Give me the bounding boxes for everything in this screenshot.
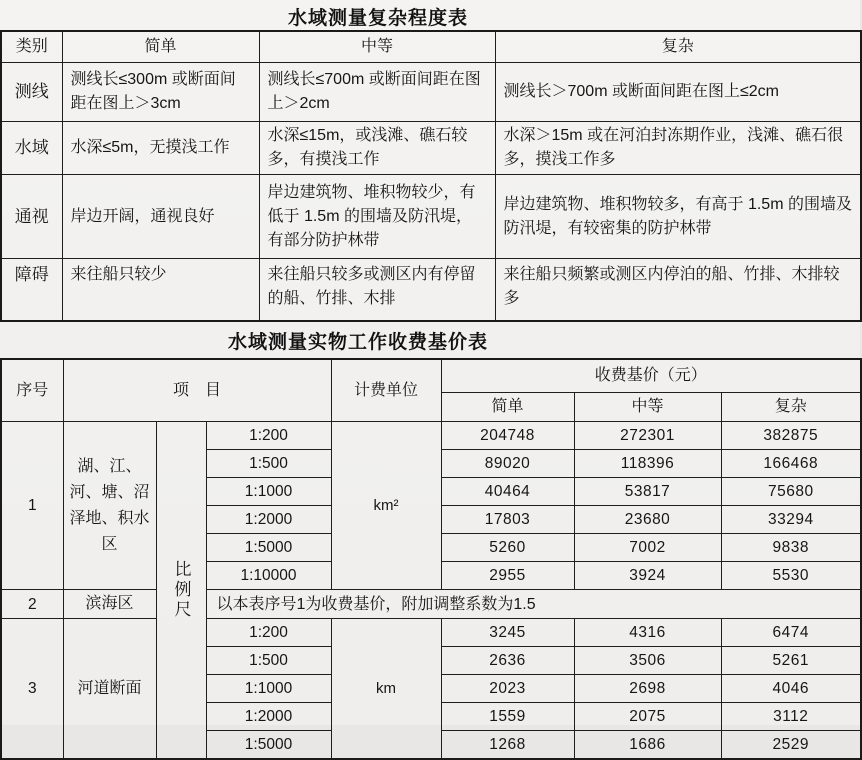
row-survey-line bbox=[1, 63, 861, 122]
scale-label-cell: 比例尺 bbox=[156, 422, 206, 760]
price-complex: 382875 bbox=[721, 422, 861, 450]
price-medium: 7002 bbox=[574, 534, 721, 562]
price-complex: 9838 bbox=[721, 534, 861, 562]
fee-row bbox=[1, 422, 861, 450]
scale-cell: 1:500 bbox=[206, 450, 331, 478]
cell-medium: 测线长≤700m 或断面间距在图上＞2cm bbox=[259, 63, 495, 122]
area-cell: 滨海区 bbox=[63, 590, 156, 619]
fee-header-row-1 bbox=[1, 359, 861, 393]
price-simple: 40464 bbox=[441, 478, 574, 506]
fee-table bbox=[0, 358, 862, 760]
seq-cell: 1 bbox=[1, 422, 63, 590]
scale-cell: 1:10000 bbox=[206, 562, 331, 590]
price-complex: 6474 bbox=[721, 619, 861, 647]
scale-cell: 1:1000 bbox=[206, 478, 331, 506]
cell-complex: 水深＞15m 或在河泊封冻期作业，浅滩、礁石很多，摸浅工作多 bbox=[495, 122, 861, 175]
header-complex: 复杂 bbox=[721, 393, 861, 422]
price-medium: 3506 bbox=[574, 647, 721, 675]
fee-row-coastal bbox=[1, 590, 861, 619]
price-simple: 17803 bbox=[441, 506, 574, 534]
complexity-header-row bbox=[1, 31, 861, 63]
scale-cell: 1:200 bbox=[206, 422, 331, 450]
row-obstacles bbox=[1, 259, 861, 322]
row-label: 障碍 bbox=[1, 259, 62, 322]
header-item: 项 目 bbox=[63, 359, 331, 422]
price-medium: 1686 bbox=[574, 731, 721, 760]
cell-medium: 来往船只较多或测区内有停留的船、竹排、木排 bbox=[259, 259, 495, 322]
price-complex: 2529 bbox=[721, 731, 861, 760]
price-simple: 2023 bbox=[441, 675, 574, 703]
price-complex: 4046 bbox=[721, 675, 861, 703]
cell-complex: 测线长＞700m 或断面间距在图上≤2cm bbox=[495, 63, 861, 122]
cell-simple: 岸边开阔，通视良好 bbox=[62, 175, 259, 259]
row-label: 测线 bbox=[1, 63, 62, 122]
scale-cell: 1:500 bbox=[206, 647, 331, 675]
price-medium: 118396 bbox=[574, 450, 721, 478]
header-seq: 序号 bbox=[1, 359, 63, 422]
unit-cell: km² bbox=[331, 422, 441, 590]
scale-cell: 1:5000 bbox=[206, 731, 331, 760]
price-simple: 5260 bbox=[441, 534, 574, 562]
complexity-table bbox=[0, 30, 862, 322]
price-complex: 75680 bbox=[721, 478, 861, 506]
header-medium: 中等 bbox=[259, 31, 495, 63]
price-medium: 272301 bbox=[574, 422, 721, 450]
price-simple: 89020 bbox=[441, 450, 574, 478]
price-medium: 2698 bbox=[574, 675, 721, 703]
header-category: 类别 bbox=[1, 31, 62, 63]
row-label: 水域 bbox=[1, 122, 62, 175]
header-simple: 简单 bbox=[62, 31, 259, 63]
price-simple: 2636 bbox=[441, 647, 574, 675]
price-simple: 2955 bbox=[441, 562, 574, 590]
header-complex: 复杂 bbox=[495, 31, 861, 63]
row-visibility bbox=[1, 175, 861, 259]
cell-complex: 岸边建筑物、堆积物较多，有高于 1.5m 的围墙及防汛堤，有较密集的防护林带 bbox=[495, 175, 861, 259]
complexity-table-title: 水域测量复杂程度表 bbox=[287, 8, 468, 29]
unit-cell: km bbox=[331, 619, 441, 760]
price-complex: 5261 bbox=[721, 647, 861, 675]
price-simple: 1268 bbox=[441, 731, 574, 760]
price-medium: 53817 bbox=[574, 478, 721, 506]
fee-table-title: 水域测量实物工作收费基价表 bbox=[227, 332, 488, 353]
price-simple: 204748 bbox=[441, 422, 574, 450]
header-medium: 中等 bbox=[574, 393, 721, 422]
price-medium: 2075 bbox=[574, 703, 721, 731]
scale-cell: 1:1000 bbox=[206, 675, 331, 703]
price-complex: 5530 bbox=[721, 562, 861, 590]
header-unit: 计费单位 bbox=[331, 359, 441, 422]
price-complex: 3112 bbox=[721, 703, 861, 731]
price-medium: 4316 bbox=[574, 619, 721, 647]
scale-cell: 1:2000 bbox=[206, 506, 331, 534]
cell-simple: 水深≤5m，无摸浅工作 bbox=[62, 122, 259, 175]
coastal-note: 以本表序号1为收费基价，附加调整系数为1.5 bbox=[206, 590, 861, 619]
price-complex: 33294 bbox=[721, 506, 861, 534]
cell-simple: 测线长≤300m 或断面间距在图上＞3cm bbox=[62, 63, 259, 122]
price-simple: 1559 bbox=[441, 703, 574, 731]
cell-medium: 水深≤15m，或浅滩、礁石较多，有摸浅工作 bbox=[259, 122, 495, 175]
header-price-group: 收费基价（元） bbox=[441, 359, 861, 393]
price-complex: 166468 bbox=[721, 450, 861, 478]
row-label: 通视 bbox=[1, 175, 62, 259]
row-water-area bbox=[1, 122, 861, 175]
scale-cell: 1:5000 bbox=[206, 534, 331, 562]
fee-row bbox=[1, 619, 861, 647]
scale-cell: 1:200 bbox=[206, 619, 331, 647]
price-simple: 3245 bbox=[441, 619, 574, 647]
cell-medium: 岸边建筑物、堆积物较少，有低于 1.5m 的围墙及防汛堤，有部分防护林带 bbox=[259, 175, 495, 259]
header-simple: 简单 bbox=[441, 393, 574, 422]
price-medium: 3924 bbox=[574, 562, 721, 590]
cell-simple: 来往船只较少 bbox=[62, 259, 259, 322]
price-medium: 23680 bbox=[574, 506, 721, 534]
area-cell: 湖、江、河、塘、沼泽地、积水区 bbox=[63, 422, 156, 590]
scale-cell: 1:2000 bbox=[206, 703, 331, 731]
cell-complex: 来往船只频繁或测区内停泊的船、竹排、木排较多 bbox=[495, 259, 861, 322]
seq-cell: 2 bbox=[1, 590, 63, 619]
area-cell: 河道断面 bbox=[63, 619, 156, 760]
seq-cell: 3 bbox=[1, 619, 63, 760]
